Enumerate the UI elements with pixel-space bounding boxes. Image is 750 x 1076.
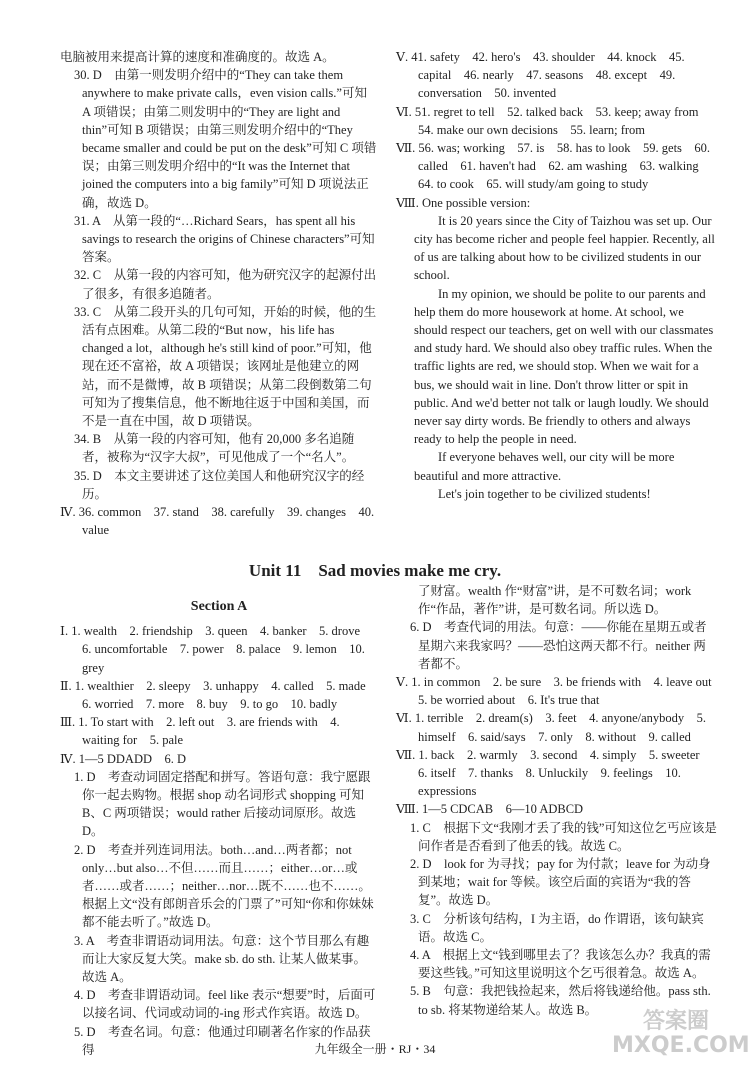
section-v-answers: Ⅴ. 41. safety 42. hero's 43. shoulder 44. knock 45. capital 46. nearly 47. seasons 48. except 49. conversation 50. invented bbox=[396, 50, 685, 101]
part-vii-answers: Ⅶ. 1. back 2. warmly 3. second 4. simply 5. sweeter 6. itself 7. thanks 8. Unluckily 9. feelings 10. expressions bbox=[396, 747, 713, 799]
explanation-5-cont: 了财富。wealth 作“财富”讲，是不可数名词；work 作“作品，著作”讲，是可数名词。所以选 D。 bbox=[418, 584, 692, 617]
left-top-column bbox=[60, 48, 378, 539]
essay-paragraph: It is 20 years since the City of Taizhou was set up. Our city has become richer and people feel happier. Recently, all of us are talking about how to be civilized students in our school. bbox=[414, 213, 715, 283]
viii-explanation-3: 3. C 分析该句结构，I 为主语，do 作谓语，该句缺宾语。故选 C。 bbox=[410, 911, 704, 944]
explanation-1: 1. D 考查动词固定搭配和拼写。答语句意：我宁愿跟你一起去购物。根据 shop 动名词形式 shopping 可知 B、C 两项错误；would rather 后接动词原形。故选 D。 bbox=[74, 769, 371, 839]
part-v-answers: Ⅴ. 1. in common 2. be sure 3. be friends with 4. leave out 5. be worried about 6. It's true that bbox=[396, 675, 725, 708]
answer-34: 34. B 从第一段的内容可知，他有 20,000 多名追随者，被称为“汉字大叔”，可见他成了一个“名人”。 bbox=[74, 432, 355, 465]
viii-explanation-5: 5. B 句意：我把钱捡起来，然后将钱递给他。pass sth. to sb. 将某物递给某人。故选 B。 bbox=[410, 984, 711, 1017]
answer-29-cont: 电脑被用来提高计算的速度和准确度的。故选 A。 bbox=[60, 50, 335, 64]
viii-explanation-4: 4. A 根据上文“钱到哪里去了？我该怎么办？我真的需要这些钱。”可知这里说明这个乞丐很着急。故选 A。 bbox=[410, 948, 711, 981]
explanation-3: 3. A 考查非谓语动词用法。句意：这个节目那么有趣而让大家反复大笑。make sb. do sth. 让某人做某事。故选 A。 bbox=[74, 933, 370, 985]
section-title: Section A bbox=[190, 599, 248, 614]
part-ii-answers: Ⅱ. 1. wealthier 2. sleepy 3. unhappy 4. called 5. made 6. worried 7. more 8. buy 9. to go 10. badly bbox=[60, 678, 379, 712]
section-vi-answers: Ⅵ. 51. regret to tell 52. talked back 53. keep; away from 54. make our own decisions 55. learn; from bbox=[396, 104, 711, 137]
essay-paragraph: Let's join together to be civilized students! bbox=[438, 486, 651, 501]
answer-30: 30. D 由第一则发明介绍中的“They can take them anywhere to make private calls，even vision calls.”可知 A 项错误；由第二则发明中的“They are light and thin”可知 B 项错误；由第三则发明介绍中的“They became smaller and could be put on the desk”可知 C 项错误；由第三则发明介绍中的“It was the Internet that joined the computers into a big family”可知 D 项说法正确，故选 D。 bbox=[74, 68, 377, 210]
essay bbox=[396, 212, 718, 503]
part-i-answers: Ⅰ. 1. wealth 2. friendship 3. queen 4. banker 5. drove 6. uncomfortable 7. power 8. palace 9. lemon 10. grey bbox=[60, 624, 373, 675]
answer-31: 31. A 从第一段的“…Richard Sears，has spent all his savings to research the origins of Chinese characters”可知答案。 bbox=[74, 213, 375, 265]
left-bottom-column bbox=[60, 592, 378, 1059]
watermark-logo: 答案圈 MXQE.COM bbox=[612, 1009, 750, 1058]
section-vii-answers: Ⅶ. 56. was; working 57. is 58. has to look 59. gets 60. called 61. haven't had 62. am washing 63. walking 64. to cook 65. will study/am going to study bbox=[396, 141, 712, 192]
explanation-4: 4. D 考查非谓语动词。feel like 表示“想要”时，后面可以接名词、代词或动词的-ing 形式作宾语。故选 D。 bbox=[74, 988, 376, 1021]
viii-explanation-1: 1. C 根据下文“我刚才丢了我的钱”可知这位乞丐应该是问作者是否看到了他丢的钱。故选 C。 bbox=[410, 820, 717, 853]
answer-35: 35. D 本文主要讲述了这位美国人和他研究汉字的经历。 bbox=[74, 468, 365, 501]
essay-paragraph: If everyone behaves well, our city will be more beautiful and more attractive. bbox=[414, 450, 675, 483]
right-top-column bbox=[396, 48, 718, 503]
answer-32: 32. C 从第一段的内容可知，他为研究汉字的起源付出了很多，有很多追随者。 bbox=[74, 268, 377, 301]
explanation-2: 2. D 考查并列连词用法。both…and…两者都；not only…but also…不但……而且……；either…or…或者……或者……；neither…nor…既不……也不……。根据上文“没有郎朗音乐会的门票了”可知“你和你妹妹都不能去听了。”故选 D。 bbox=[74, 842, 374, 930]
explanation-5: 5. D 考查名词。句意：他通过印刷著名作家的作品获得 bbox=[74, 1024, 371, 1057]
part-iii-answers: Ⅲ. 1. To start with 2. left out 3. are friends with 4. waiting for 5. pale bbox=[60, 715, 340, 748]
section-iv-answers: Ⅳ. 36. common 37. stand 38. carefully 39. changes 40. value bbox=[60, 505, 375, 538]
section-viii-heading: Ⅷ. One possible version: bbox=[396, 195, 531, 210]
page-footer: 九年级全一册・RJ・34 bbox=[314, 1042, 436, 1056]
answer-33: 33. C 从第二段开头的几句可知，开始的时候，他的生活有点困难。从第二段的“But now，his life has changed a lot，although he's still kind of poor.”可知，他现在还不富裕，故 A 项错误；该网址是他建立的网站，而不是微博，故 B 项错误；从第二段倒数第二句可知为了搜集信息，他不断地往返于中国和美国，而不是一直在中国，故 D 项错误。 bbox=[74, 304, 377, 429]
viii-explanation-2: 2. D look for 为寻找；pay for 为付款；leave for 为动身到某地；wait for 等候。该空后面的宾语为“我的答复”。故选 D。 bbox=[410, 857, 711, 908]
part-vi-answers: Ⅵ. 1. terrible 2. dream(s) 3. feet 4. anyone/anybody 5. himself 6. said/says 7. only 8. without 9. called bbox=[396, 711, 707, 744]
right-bottom-column bbox=[396, 582, 725, 1019]
unit-title: Unit 11 Sad movies make me cry. bbox=[248, 561, 502, 580]
part-iv-answers: Ⅳ. 1—5 DDADD 6. D bbox=[60, 751, 187, 766]
essay-paragraph: In my opinion, we should be polite to our parents and help them do more housework at home. At school, we should respect our teachers, get on well with our classmates and study hard. We should also obey traffic rules. When the traffic lights are red, we should stop. When we wait for a bus, we should wait in line. Don't throw litter or spit in public. And we'd better not talk or laugh loudly. We should never say dirty words. Be friendly to others and always ready to help the people in need. bbox=[414, 286, 714, 447]
explanation-6: 6. D 考查代词的用法。句意：——你能在星期五或者星期六来我家吗？——恐怕这两天都不行。neither 两者都不。 bbox=[410, 620, 707, 671]
part-viii-answers: Ⅷ. 1—5 CDCAB 6—10 ADBCD bbox=[396, 802, 584, 817]
